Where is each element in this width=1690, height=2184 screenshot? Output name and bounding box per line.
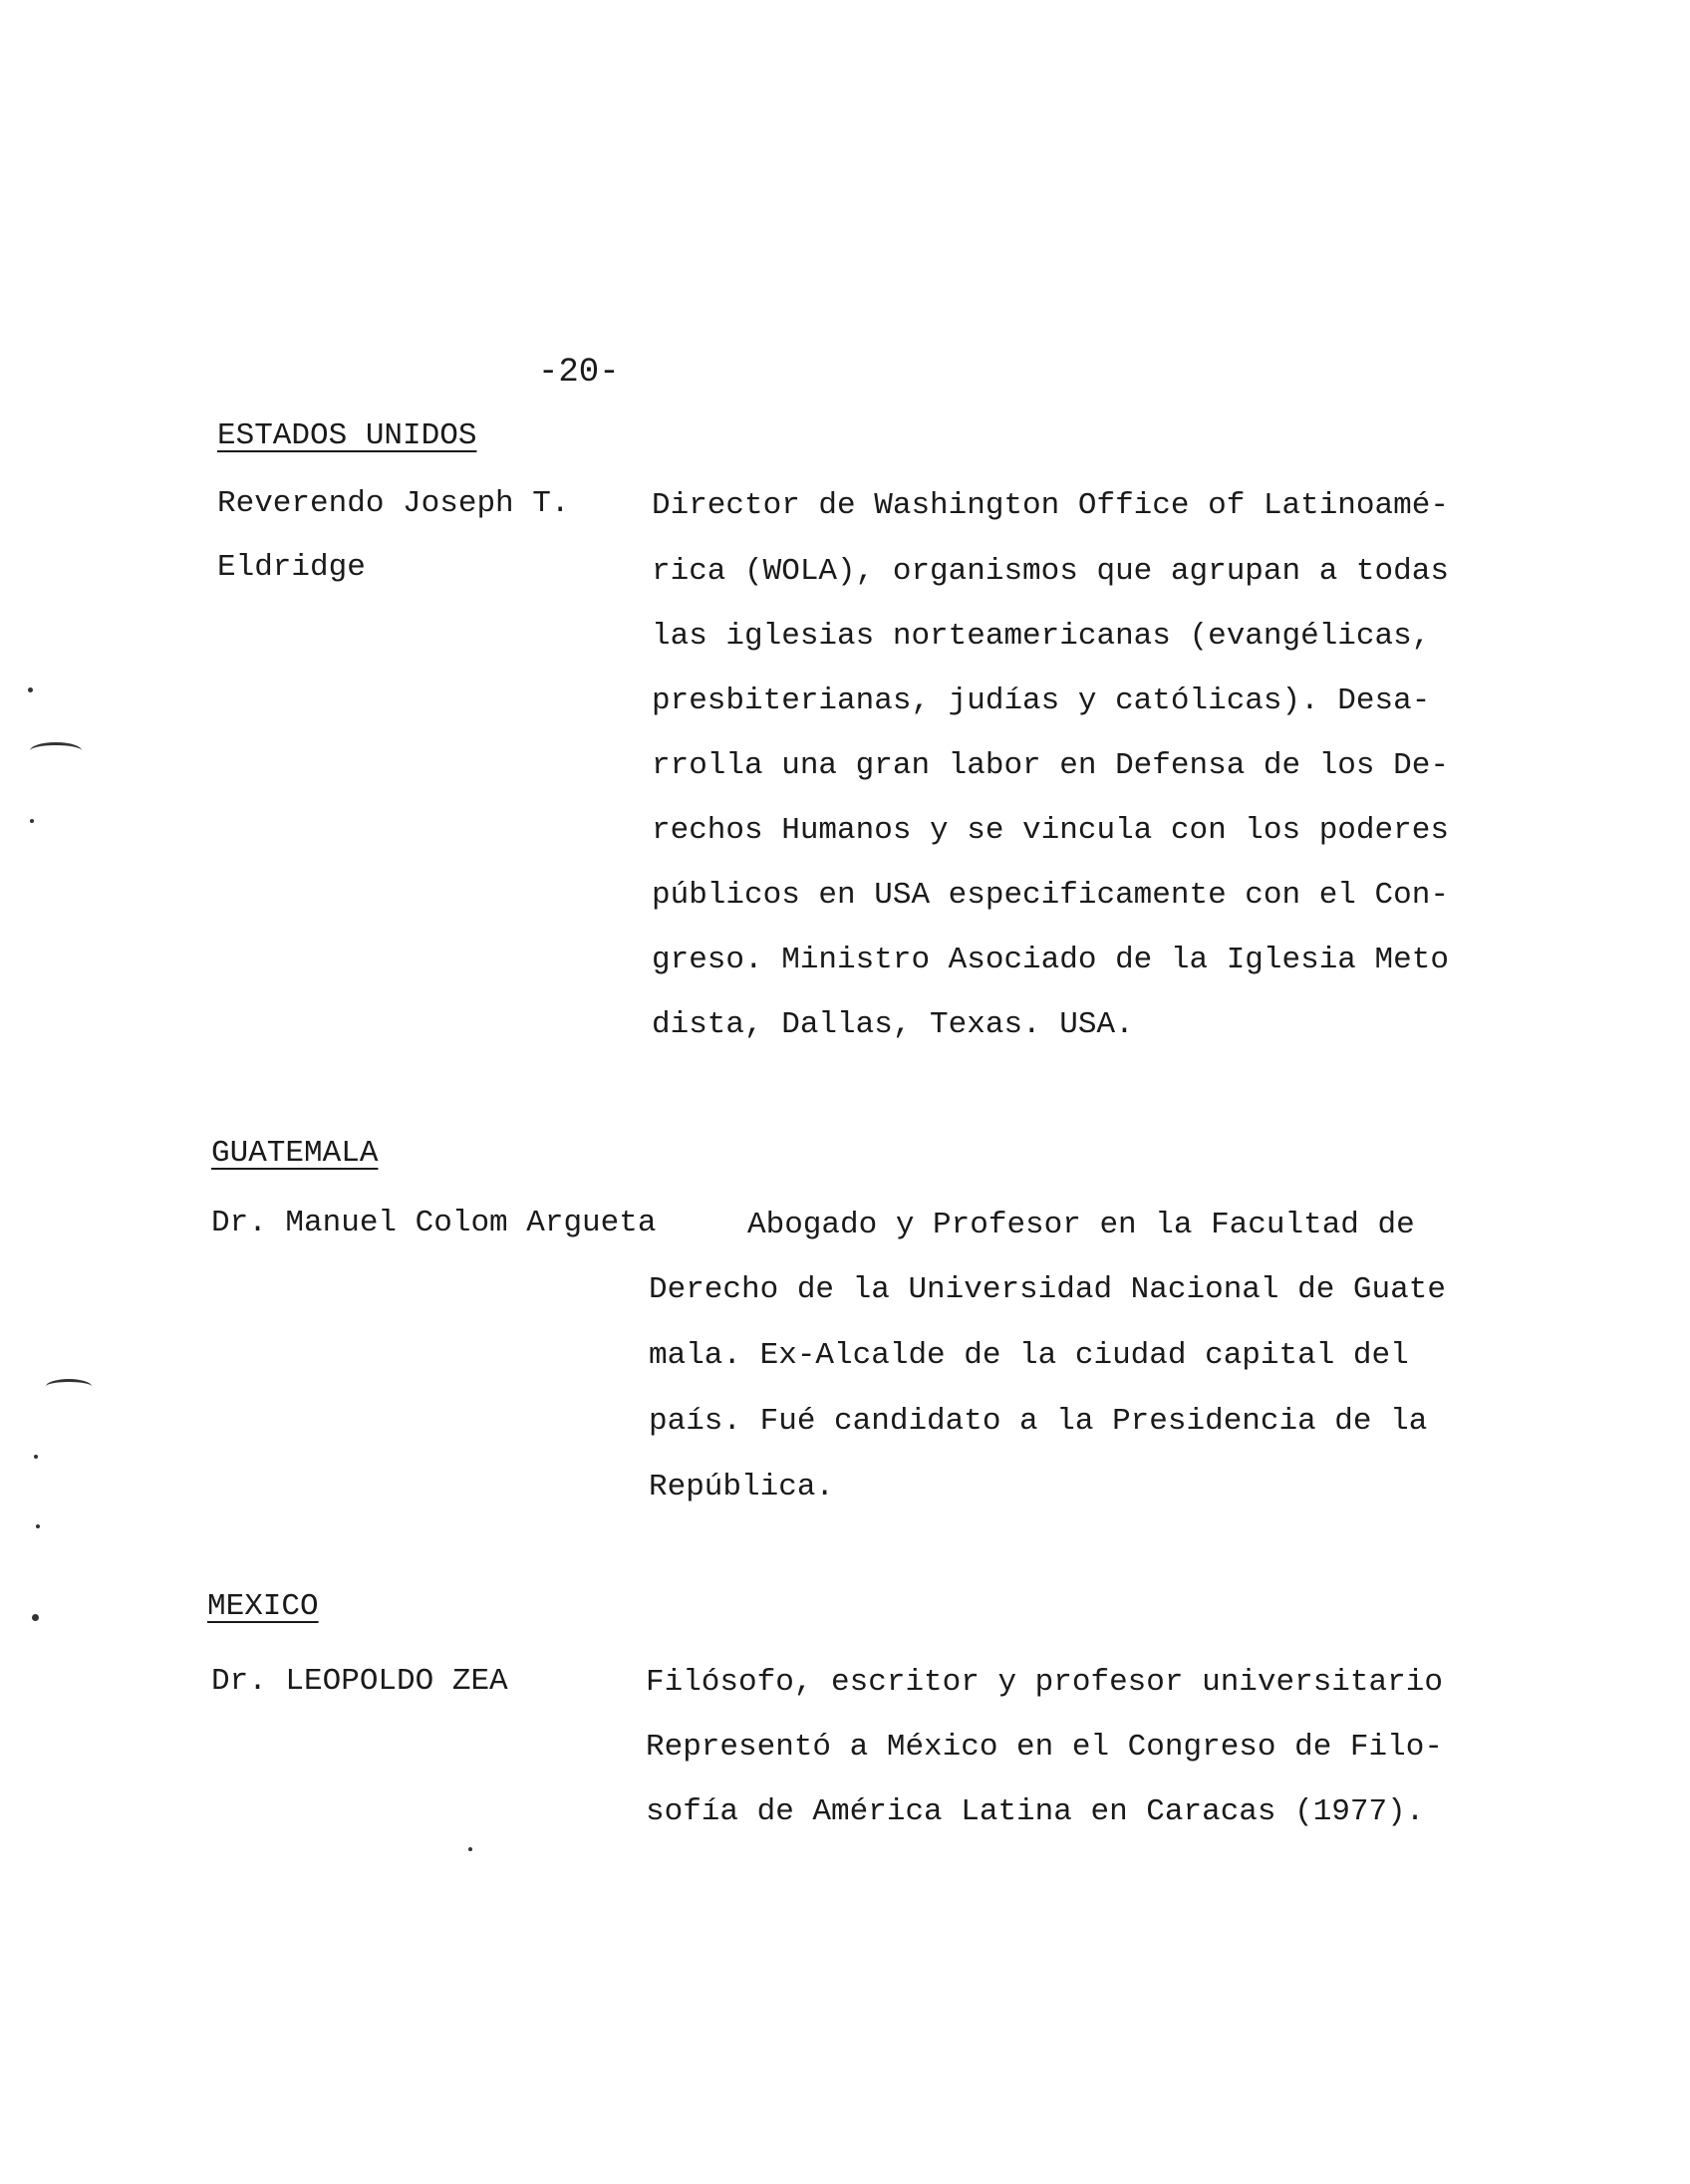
scan-speck [36, 1524, 40, 1528]
description-line: Representó a México en el Congreso de Filo- [646, 1730, 1443, 1765]
person-name-line: Dr. LEOPOLDO ZEA [211, 1664, 508, 1699]
scan-speck [32, 1614, 39, 1621]
person-name-line: Dr. Manuel Colom Argueta [211, 1206, 657, 1240]
description-line: mala. Ex-Alcalde de la ciudad capital del [649, 1338, 1409, 1373]
description-line: Abogado y Profesor en la Facultad de [747, 1208, 1415, 1242]
description-line: las iglesias norteamericanas (evangélicas, [652, 619, 1431, 654]
description-line: país. Fué candidato a la Presidencia de la [649, 1404, 1428, 1439]
description-line: Director de Washington Office of Latinoamé- [652, 488, 1449, 523]
person-name-line: Eldridge [217, 550, 366, 585]
scan-speck [28, 687, 33, 692]
description-line: rechos Humanos y se vincula con los poderes [652, 813, 1449, 848]
section-heading-estados-unidos: ESTADOS UNIDOS [217, 418, 477, 453]
description-line: Filósofo, escritor y profesor universitario [646, 1665, 1443, 1700]
scan-arc-mark [30, 742, 82, 759]
scan-speck [30, 819, 34, 823]
section-heading-mexico: MEXICO [207, 1589, 319, 1624]
description-line: dista, Dallas, Texas. USA. [652, 1007, 1134, 1042]
person-name-line: Reverendo Joseph T. [217, 486, 570, 521]
scan-arc-mark [46, 1379, 92, 1394]
description-line: rica (WOLA), organismos que agrupan a todas [652, 554, 1449, 589]
description-line: República. [649, 1470, 835, 1504]
description-line: sofía de América Latina en Caracas (1977). [646, 1794, 1425, 1829]
section-heading-guatemala: GUATEMALA [211, 1136, 379, 1171]
page-number: -20- [538, 354, 620, 392]
description-line: greso. Ministro Asociado de la Iglesia Meto [652, 943, 1449, 977]
description-line: presbiterianas, judías y católicas). Desa- [652, 683, 1431, 718]
description-line: rrolla una gran labor en Defensa de los De- [652, 748, 1449, 783]
scan-speck [34, 1455, 38, 1459]
description-line: públicos en USA especificamente con el Con- [652, 878, 1449, 913]
scan-speck [468, 1847, 472, 1851]
description-line: Derecho de la Universidad Nacional de Guate [649, 1272, 1446, 1307]
